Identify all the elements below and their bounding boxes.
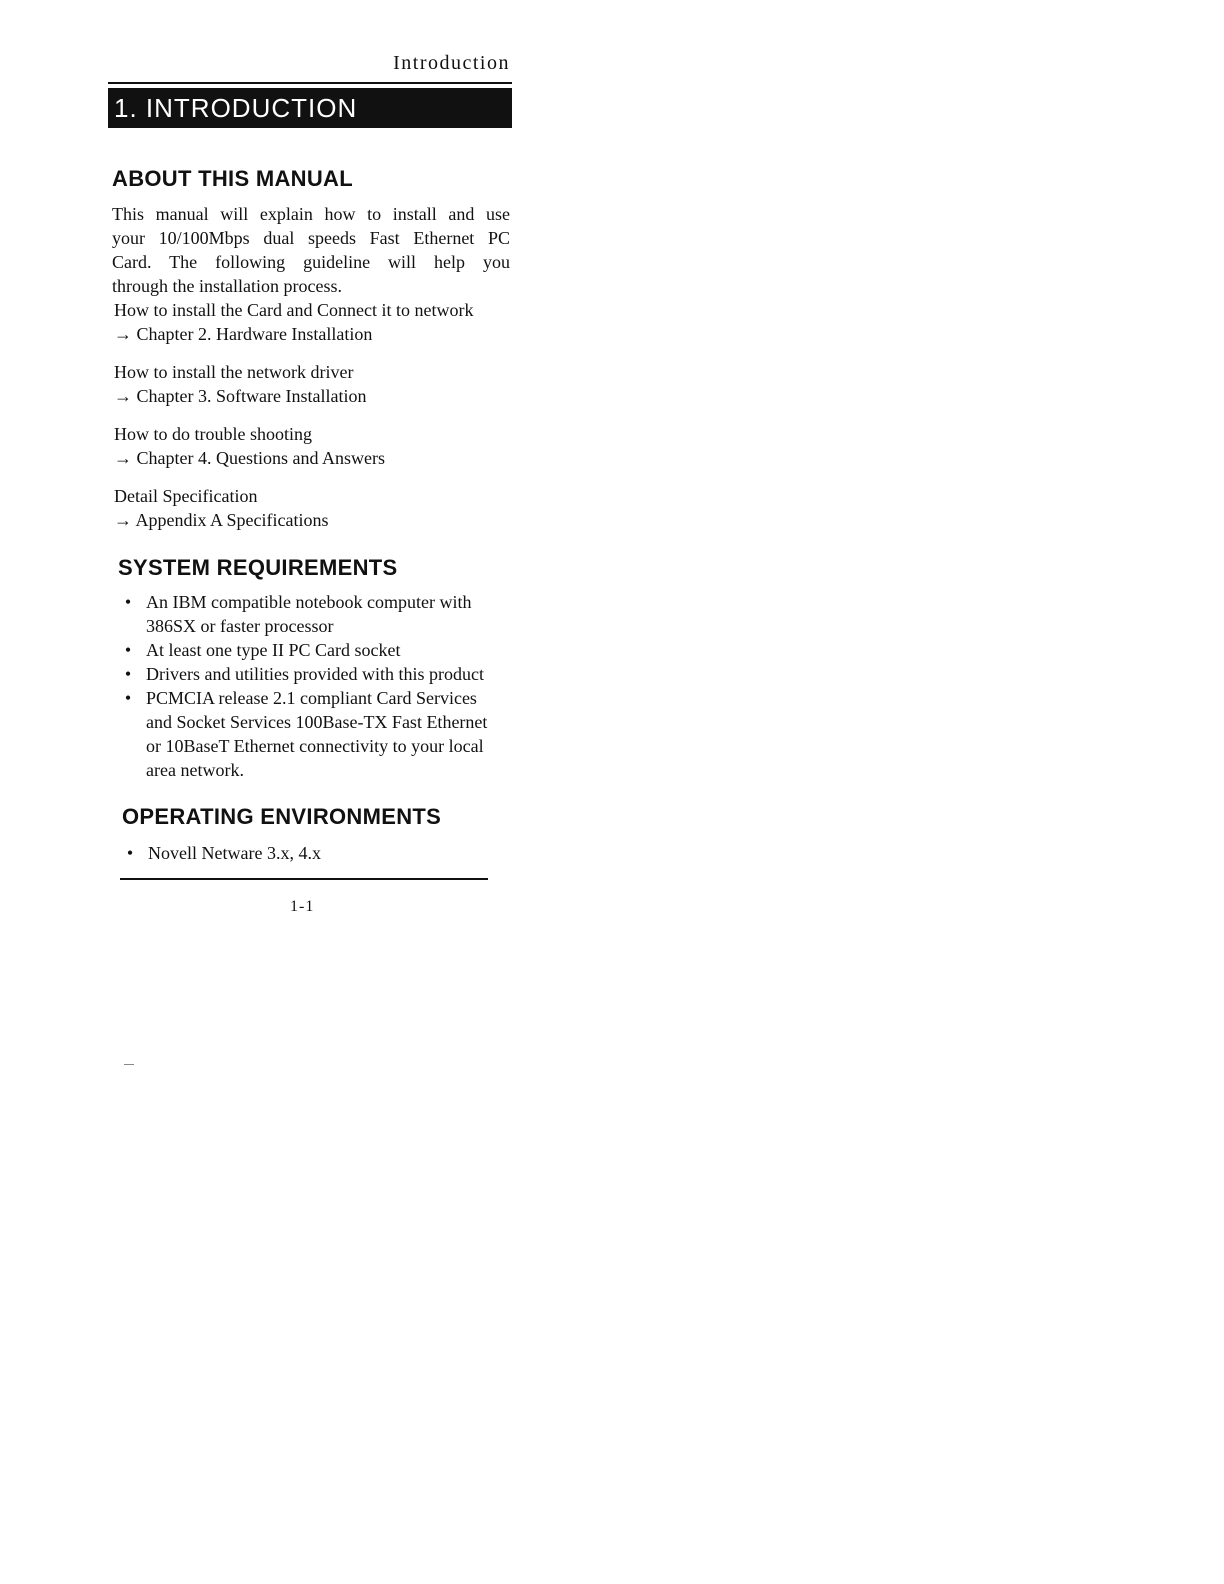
operating-environments-list — [120, 841, 321, 865]
header-rule — [108, 82, 512, 84]
guide-question: How to install the network driver — [114, 362, 354, 382]
guide-question: Detail Specification — [114, 486, 258, 506]
bullet-icon: • — [124, 640, 132, 660]
about-intro-line: Card. The following guideline will help you — [112, 252, 510, 272]
list-item-line: and Socket Services 100Base-TX Fast Ethernet — [146, 712, 488, 732]
scan-artifact-mark — [124, 1064, 134, 1065]
guide-item — [114, 484, 328, 532]
bullet-icon: • — [124, 592, 132, 612]
list-item-line: PCMCIA release 2.1 compliant Card Services — [146, 688, 477, 708]
guide-answer: → Chapter 2. Hardware Installation — [114, 324, 373, 344]
list-item-line: Novell Netware 3.x, 4.x — [148, 843, 321, 863]
guide-answer: → Chapter 3. Software Installation — [114, 386, 367, 406]
guide-item — [114, 298, 473, 346]
list-item-line: An IBM compatible notebook computer with — [146, 592, 472, 612]
list-item-line: area network. — [146, 760, 244, 780]
page-number: 1-1 — [290, 898, 315, 915]
bullet-icon: • — [124, 688, 132, 708]
section-title-operating-environments: OPERATING ENVIRONMENTS — [122, 804, 442, 829]
about-intro-paragraph — [112, 202, 510, 298]
list-item — [120, 841, 321, 865]
guide-question: How to install the Card and Connect it to network — [114, 300, 474, 320]
list-item — [118, 686, 487, 782]
list-item — [118, 662, 487, 686]
about-intro-line: This manual will explain how to install and use — [112, 204, 510, 224]
guide-answer: → Appendix A Specifications — [114, 510, 329, 530]
section-title-about: ABOUT THIS MANUAL — [112, 166, 353, 191]
bullet-icon: • — [124, 664, 132, 684]
guide-item — [114, 422, 385, 470]
guide-answer: → Chapter 4. Questions and Answers — [114, 448, 385, 468]
guide-question: How to do trouble shooting — [114, 424, 312, 444]
list-item — [118, 638, 487, 662]
list-item-line: or 10BaseT Ethernet connectivity to your local — [146, 736, 484, 756]
list-item-line: At least one type II PC Card socket — [146, 640, 401, 660]
list-item — [118, 590, 487, 638]
footer-rule — [120, 878, 488, 880]
running-header: Introduction — [393, 52, 510, 74]
system-requirements-list — [118, 590, 487, 782]
about-intro-line: through the installation process. — [112, 276, 342, 296]
section-title-system-requirements: SYSTEM REQUIREMENTS — [118, 555, 398, 580]
list-item-line: Drivers and utilities provided with this product — [146, 664, 484, 684]
list-item-line: 386SX or faster processor — [146, 616, 334, 636]
bullet-icon: • — [126, 843, 134, 863]
about-intro-line: your 10/100Mbps dual speeds Fast Ethernet PC — [112, 228, 510, 248]
chapter-title-banner: 1. INTRODUCTION — [108, 88, 512, 128]
guide-item — [114, 360, 366, 408]
